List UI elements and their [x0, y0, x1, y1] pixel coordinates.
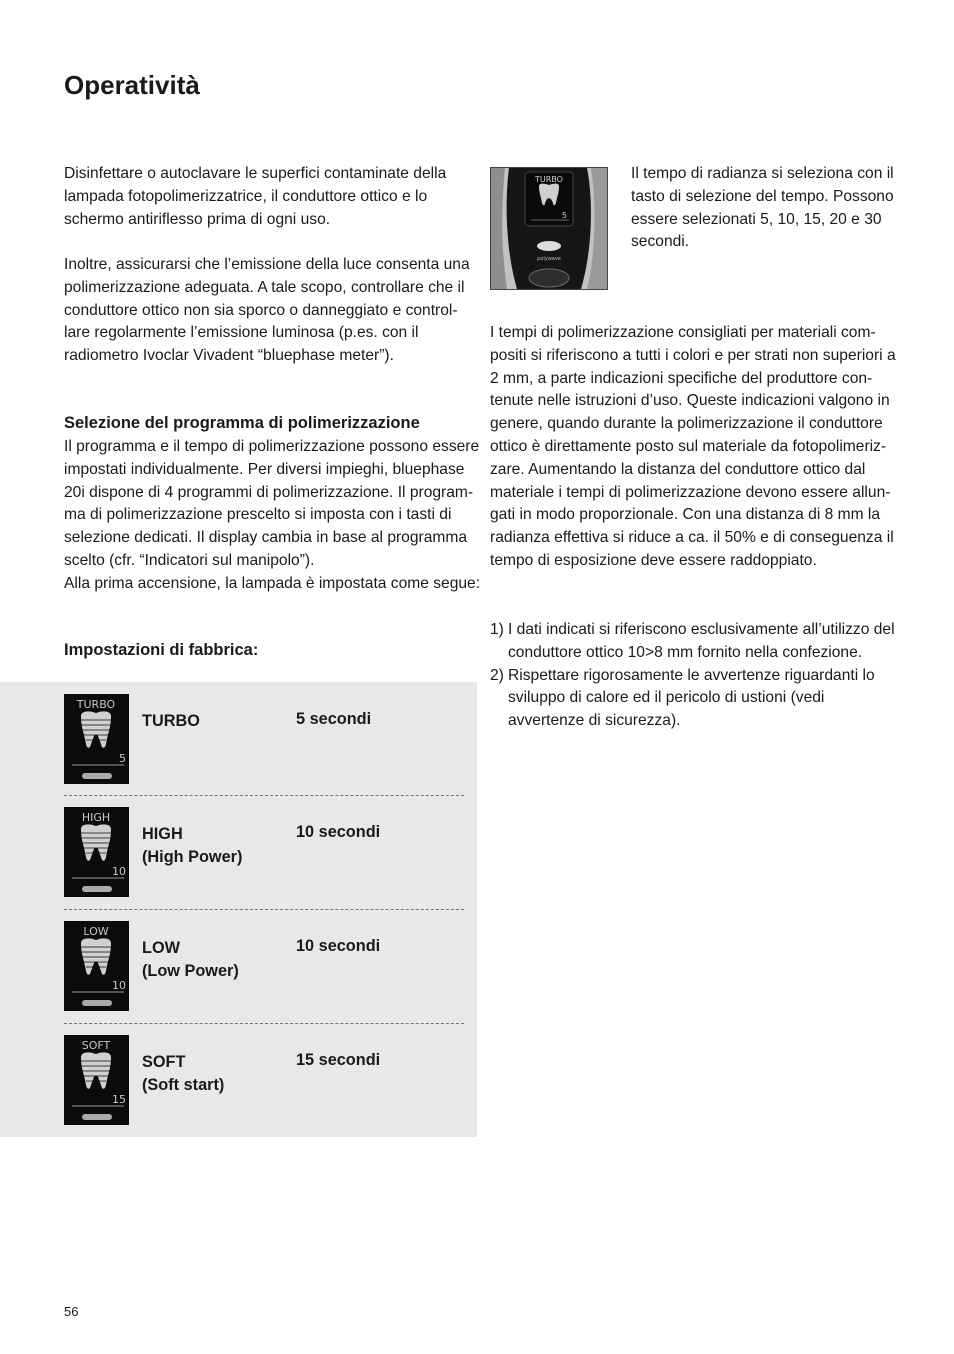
- mode-name: LOW: [142, 939, 180, 957]
- text-line: gati in modo proporzionale. Con una distanza di 8 mm la: [490, 506, 881, 524]
- tooth-icon: [81, 1052, 111, 1088]
- display-thumbnail: [64, 694, 129, 784]
- times-paragraph: [490, 322, 896, 573]
- text-line: sviluppo di calore ed il pericolo di ustioni (vedi: [508, 689, 825, 707]
- battery-icon: [82, 886, 112, 892]
- text-line: lare regolarmente l’emissione luminosa (p.es. con il: [64, 324, 419, 342]
- display-word: HIGH: [81, 811, 111, 824]
- text-line: conduttore ottico 10>8 mm fornito nella confezione.: [508, 643, 863, 661]
- text-line: ottico è direttamente posto sul materiale da fotopolimeriz-: [490, 437, 887, 455]
- text-line: tasto di selezione del tempo. Possono: [631, 187, 894, 205]
- display-thumbnail: [64, 807, 129, 897]
- text-line: schermo antiriflesso prima di ogni uso.: [64, 210, 331, 228]
- text-line: 2 mm, a parte indicazioni specifiche del produttore con-: [490, 369, 873, 387]
- display-word: LOW: [83, 925, 109, 938]
- mode-time: 10 secondi: [296, 937, 381, 955]
- mode-row-high: [64, 807, 464, 899]
- display-value: 10: [112, 865, 126, 878]
- text-line: 20i dispone di 4 programmi di polimerizzazione. Il program-: [64, 483, 474, 501]
- display-value: 15: [112, 1093, 126, 1106]
- mode-subtitle: (High Power): [142, 847, 243, 866]
- text-line: ma di polimerizzazione prescelto si imposta con i tasti di: [64, 506, 452, 524]
- device-photo: [490, 167, 608, 290]
- mode-row-low: [64, 921, 464, 1013]
- text-line: Rispettare rigorosamente le avvertenze riguardanti lo: [508, 666, 875, 684]
- footnotes: [490, 619, 895, 733]
- text-line: positi si riferiscono a tutti i colori e per strati non superiori a: [490, 346, 896, 364]
- text-line: scelto (cfr. “Indicatori sul manipolo”).: [64, 551, 315, 569]
- check-paragraph: [64, 254, 470, 368]
- footnote: [490, 665, 895, 733]
- display-thumbnail: [64, 921, 129, 1011]
- footnote: [490, 619, 895, 665]
- text-line: Inoltre, assicurarsi che l’emissione della luce consenta una: [64, 256, 470, 273]
- start-button: [529, 269, 569, 287]
- divider: [64, 795, 464, 796]
- display-word: TURBO: [76, 698, 116, 711]
- mode-row-turbo: [64, 694, 464, 786]
- text-line: genere, quando durante la polimerizzazione il conduttore: [490, 415, 883, 433]
- mode-time: 10 secondi: [296, 823, 381, 841]
- selection-button: [537, 241, 561, 251]
- text-line: Disinfettare o autoclavare le superfici contaminate della: [64, 165, 447, 182]
- mode-subtitle: (Soft start): [142, 1075, 225, 1094]
- mode-row-soft: [64, 1035, 464, 1127]
- text-line: polimerizzazione adeguata. A tale scopo, controllare che il: [64, 278, 465, 296]
- page-title: Operatività: [64, 70, 200, 100]
- display-thumbnail: [64, 1035, 129, 1125]
- tooth-icon: [81, 711, 111, 747]
- text-line: avvertenze di sicurezza).: [508, 712, 681, 730]
- display-value: 10: [112, 979, 126, 992]
- text-line: I tempi di polimerizzazione consigliati per materiali com-: [490, 324, 876, 341]
- text-line: tenute nelle istruzioni d’uso. Queste indicazioni valgono in: [490, 392, 890, 410]
- tooth-icon: [81, 824, 111, 860]
- mode-name: HIGH: [142, 825, 183, 843]
- display-value: 5: [119, 752, 126, 765]
- display-word: SOFT: [81, 1039, 111, 1052]
- mode-name: SOFT: [142, 1053, 186, 1071]
- divider: [64, 1023, 464, 1024]
- page-number: 56: [64, 1304, 79, 1319]
- text-line: I dati indicati si riferiscono esclusivamente all’utilizzo del: [508, 621, 895, 638]
- text-line: selezione dedicati. Il display cambia in base al programma: [64, 529, 468, 547]
- text-line: Il tempo di radianza si seleziona con il: [631, 165, 894, 182]
- mode-time: 5 secondi: [296, 710, 372, 728]
- footnote-number: 2): [490, 666, 504, 684]
- text-line: Il programma e il tempo di polimerizzazione possono essere: [64, 438, 480, 455]
- mode-time: 15 secondi: [296, 1051, 381, 1069]
- footnote-number: 1): [490, 621, 504, 638]
- intro-paragraph: [64, 163, 446, 231]
- text-line: secondi.: [631, 233, 690, 251]
- battery-icon: [82, 1114, 112, 1120]
- text-line: radiometro Ivoclar Vivadent “bluephase meter”).: [64, 347, 394, 365]
- radiance-paragraph: [631, 163, 894, 254]
- battery-icon: [82, 1000, 112, 1006]
- text-line: zare. Aumentando la distanza del conduttore ottico dal: [490, 460, 866, 478]
- display-word: TURBO: [535, 175, 563, 184]
- text-line: tempo di esposizione deve essere raddoppiato.: [490, 551, 817, 569]
- mode-name: TURBO: [142, 712, 200, 730]
- tooth-icon: [81, 938, 111, 974]
- program-paragraph: [64, 436, 480, 596]
- factory-settings-heading: Impostazioni di fabbrica:: [64, 641, 259, 659]
- text-line: essere selezionati 5, 10, 15, 20 e 30: [631, 210, 882, 228]
- battery-icon: [82, 773, 112, 779]
- text-line: materiale i tempi di polimerizzazione devono essere allun-: [490, 483, 891, 501]
- text-line: conduttore ottico non sia sporco o danneggiato e control-: [64, 301, 458, 319]
- text-line: lampada fotopolimerizzatrice, il conduttore ottico e lo: [64, 187, 428, 205]
- mode-subtitle: (Low Power): [142, 961, 239, 980]
- program-heading: Selezione del programma di polimerizzazione: [64, 414, 420, 432]
- text-line: radianza effettiva si riduce a ca. il 50% e di conseguenza il: [490, 529, 894, 547]
- divider: [64, 909, 464, 910]
- display-value: 5: [561, 211, 567, 220]
- text-line: impostati individualmente. Per diversi impieghi, bluephase: [64, 460, 465, 478]
- brand-label: polywave: [537, 256, 561, 262]
- text-line: Alla prima accensione, la lampada è impostata come segue:: [64, 574, 481, 592]
